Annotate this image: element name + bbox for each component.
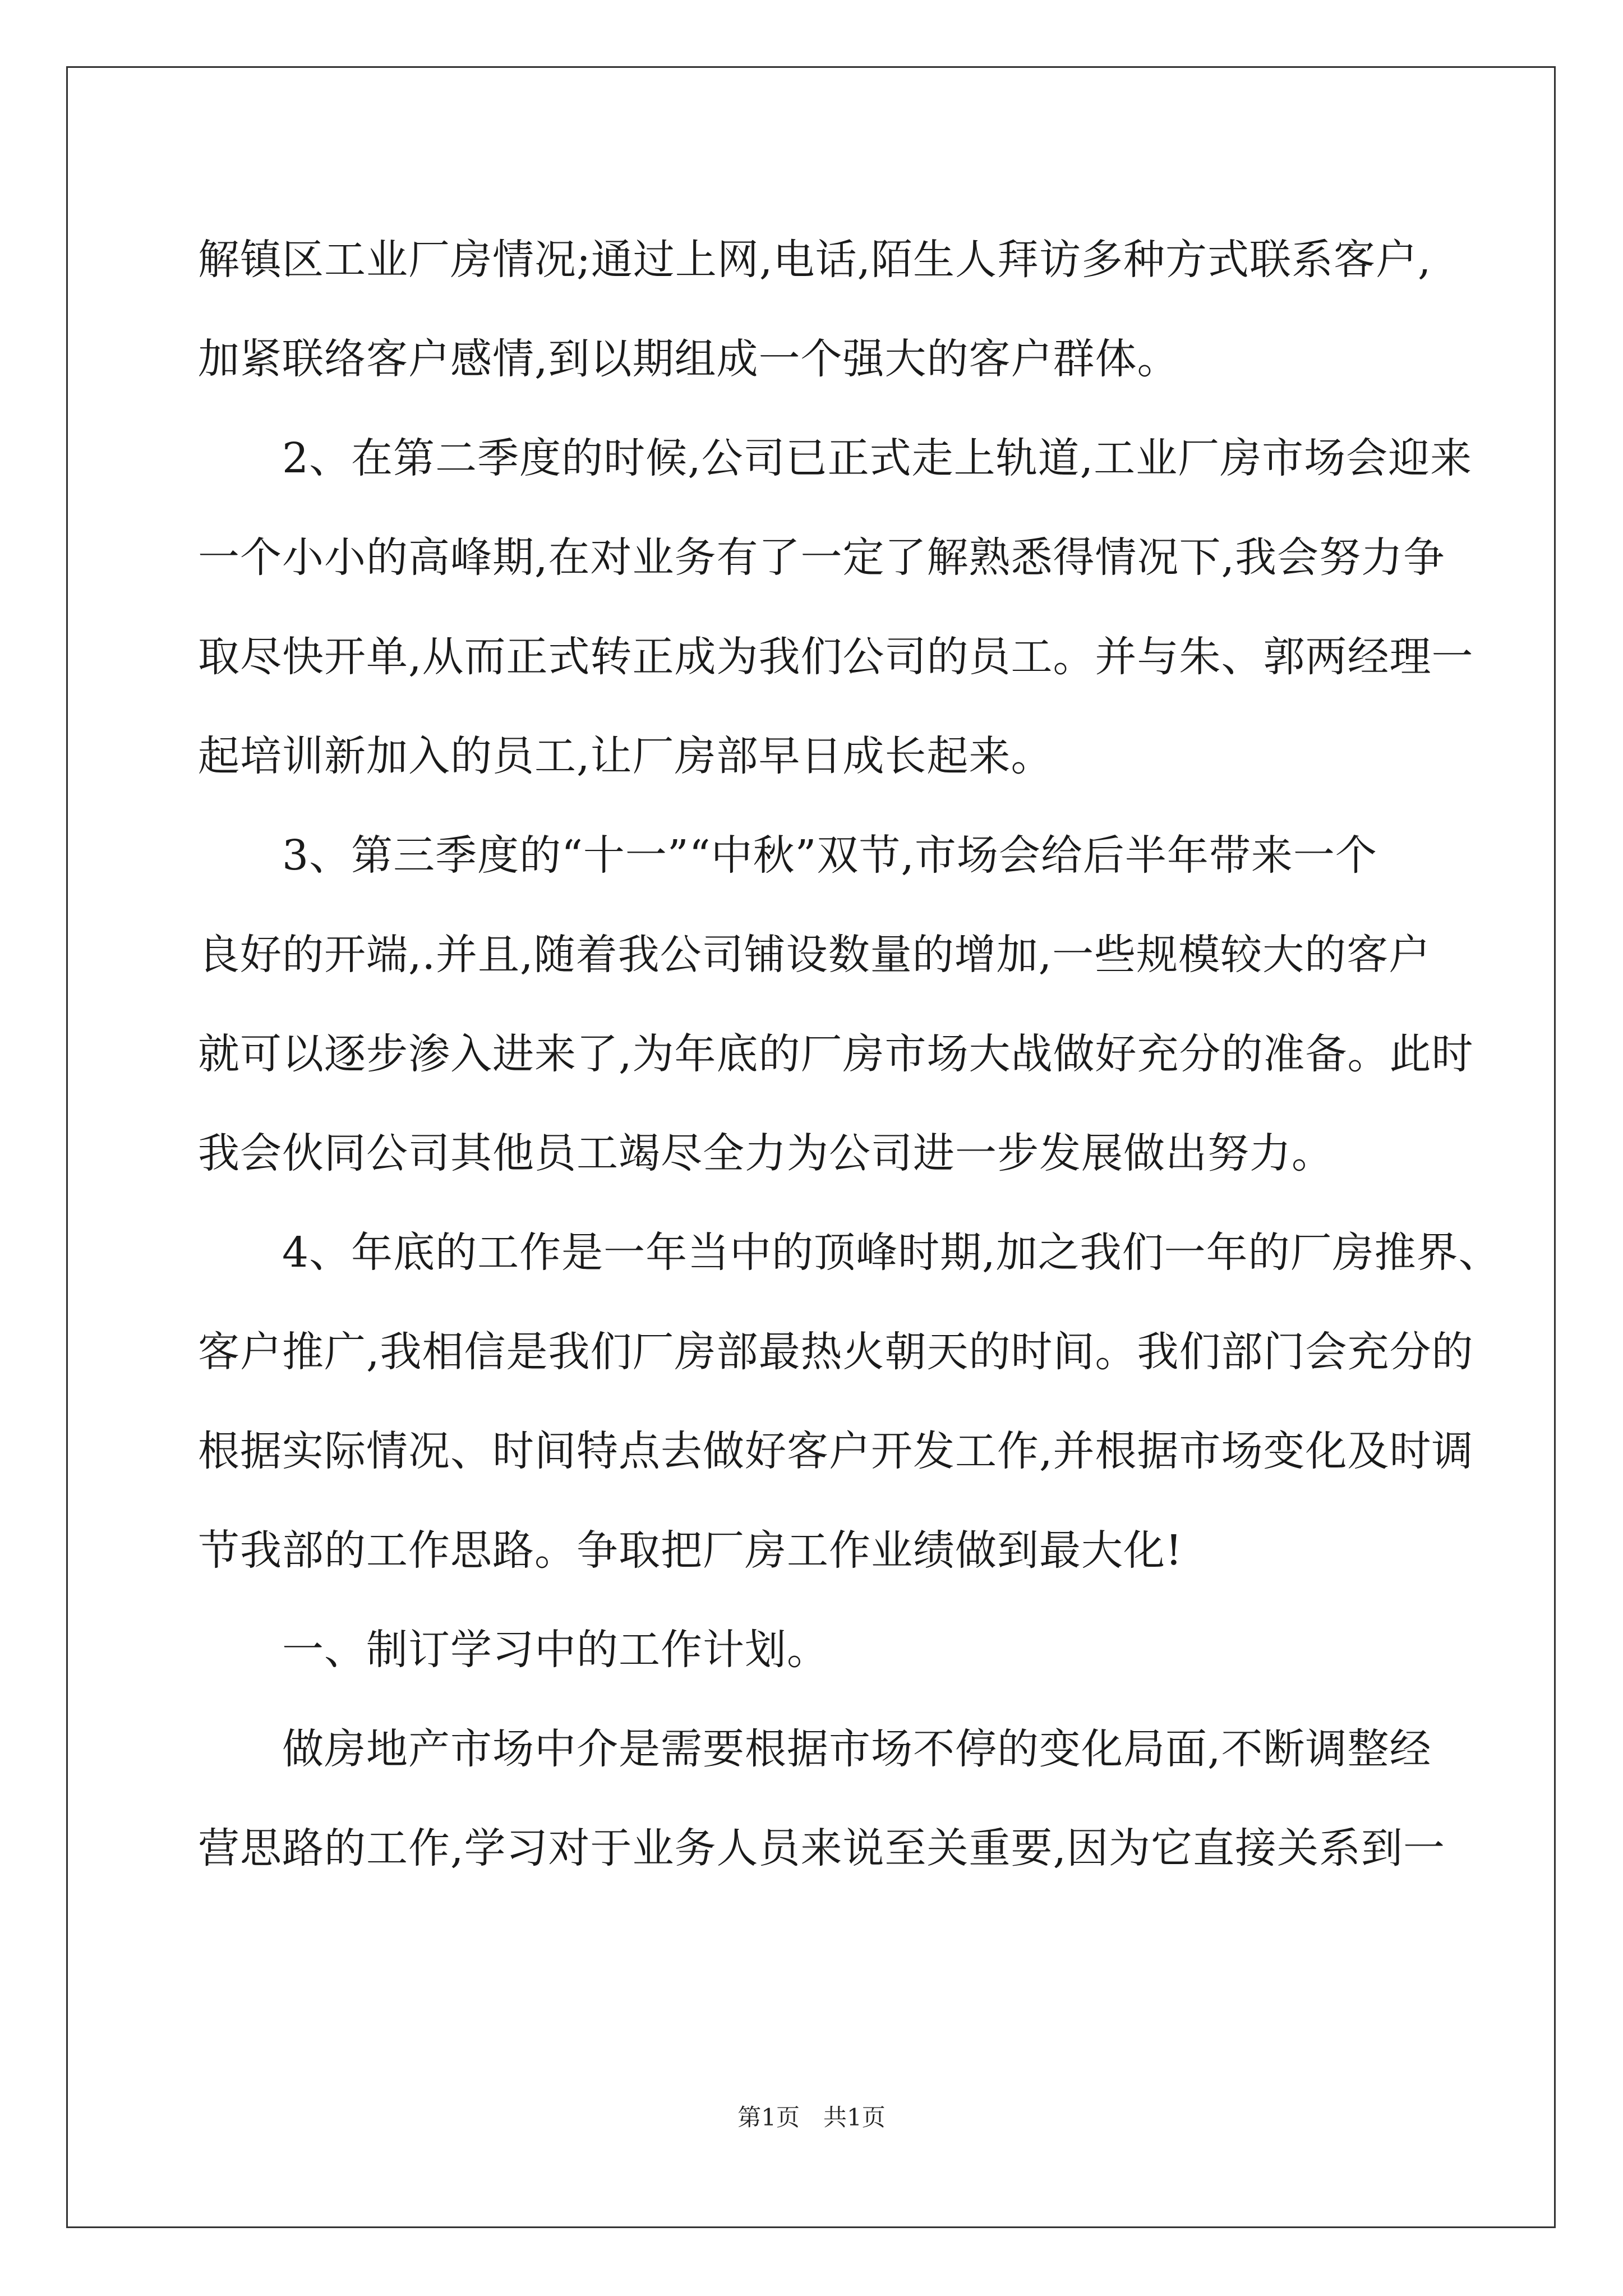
text-line: 2、在第二季度的时候,公司已正式走上轨道,工业厂房市场会迎来: [198, 434, 1473, 482]
text-line: 营思路的工作,学习对于业务人员来说至关重要,因为它直接关系到一: [198, 1824, 1446, 1872]
document-body: [198, 210, 1501, 1898]
text-line: 节我部的工作思路。争取把厂房工作业绩做到最大化!: [198, 1526, 1183, 1575]
text-line: 解镇区工业厂房情况;通过上网,电话,陌生人拜访多种方式联系客户,: [198, 236, 1432, 284]
text-line: 我会伙同公司其他员工竭尽全力为公司进一步发展做出努力。: [198, 1129, 1334, 1177]
text-line: 根据实际情况、时间特点去做好客户开发工作,并根据市场变化及时调: [198, 1427, 1474, 1475]
text-line: 起培训新加入的员工,让厂房部早日成长起来。: [198, 732, 1053, 780]
text-line: 3、第三季度的“十一”“中秋”双节,市场会给后半年带来一个: [198, 831, 1377, 880]
text-line: 加紧联络客户感情,到以期组成一个强大的客户群体。: [198, 335, 1179, 383]
text-line: 做房地产市场中介是需要根据市场不停的变化局面,不断调整经: [198, 1725, 1432, 1773]
text-line: 良好的开端,.并且,随着我公司铺设数量的增加,一些规模较大的客户: [198, 931, 1431, 979]
text-line: 一、制订学习中的工作计划。: [198, 1626, 829, 1674]
text-line: 一个小小的高峰期,在对业务有了一定了解熟悉得情况下,我会努力争: [198, 533, 1446, 582]
text-line: 客户推广,我相信是我们厂房部最热火朝天的时间。我们部门会充分的: [198, 1328, 1474, 1376]
text-line: 取尽快开单,从而正式转正成为我们公司的员工。并与朱、郭两经理一: [198, 633, 1474, 681]
page-number: 第1页 共1页: [737, 2104, 886, 2131]
body-text: [198, 210, 1501, 1898]
text-line: 4、年底的工作是一年当中的顶峰时期,加之我们一年的厂房推界、: [198, 1228, 1501, 1277]
text-line: 就可以逐步渗入进来了,为年底的厂房市场大战做好充分的准备。此时: [198, 1030, 1474, 1078]
